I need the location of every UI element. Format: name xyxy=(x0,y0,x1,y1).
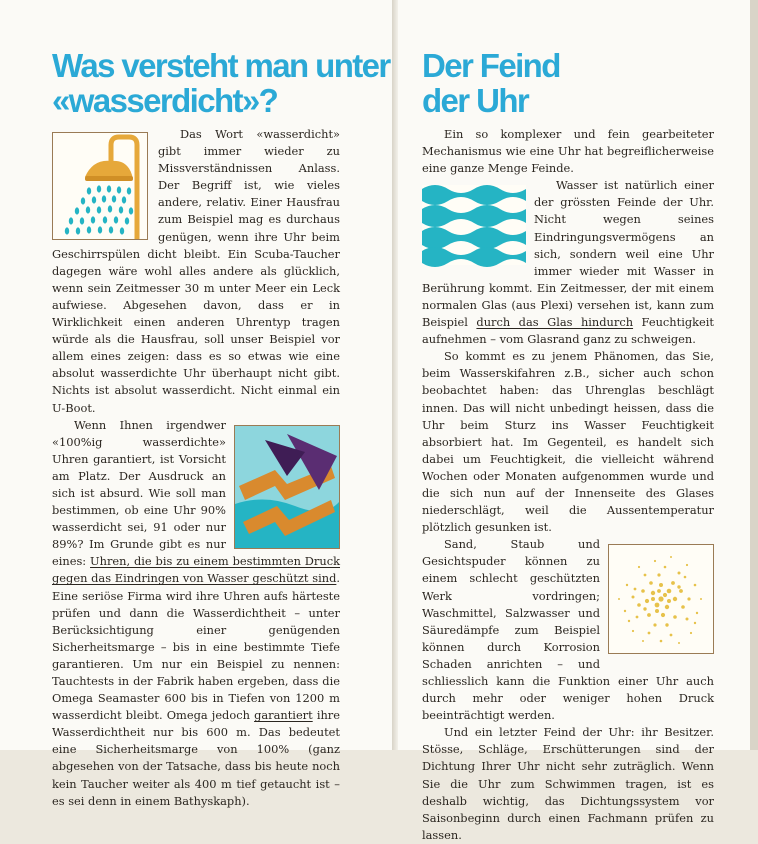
title-line: Der Feind xyxy=(422,47,560,84)
shower-icon xyxy=(53,133,147,239)
right-page xyxy=(398,0,750,842)
paragraph: So kommt es zu jenem Phänomen, das Sie, beim Wasserskifahren z.B., sicher auch schon beobachtet haben: das Uhrenglas beschlägt innen. Das will nicht unbedingt heissen, dass die Uhr beim Sturz ins Wasser Feuchtigkeit absorbiert hat. Im Gegenteil, es handelt sich dabei um Feuchtigkeit, die vielleicht während Wochen oder Monaten aufgenommen wurde und die sich nun auf der Innenseite des Glases niederschlägt, weil die Aussentemperatur plötzlich gesunken ist. xyxy=(422,349,714,535)
paragraph: Und ein letzter Feind der Uhr: ihr Besitzer. Stösse, Schläge, Erschütterungen sind der Dichtung Ihrer Uhr nicht sehr zuträglich. Wenn Sie die Uhr zum Schwimmen tragen, ist es deshalb wichtig, das Dichtungssystem vor Saisonbeginn durch einen Fachmann prüfen zu lassen. xyxy=(422,725,714,842)
article-body xyxy=(52,126,340,810)
diver-fins-icon xyxy=(235,426,339,548)
waves-icon xyxy=(422,185,526,265)
page-edge xyxy=(750,0,758,750)
paragraph: Das Wort «wasserdicht» gibt immer wieder zu Missverständnissen Anlass. Der Begriff ist, wie vieles andere, relativ. Einer Hausfrau zum Beispiel mag es durchaus genügen, wenn ihre Uhr beim Geschirrspülen dicht bleibt. Ein Scuba-Taucher dagegen wäre wohl alles andere als glücklich, wenn sein Zeitmesser 30 m unter Meer ein Leck aufwiese. Abgesehen davon, dass er in Wirklichkeit einen anderen Uhrentyp tragen würde als die Hausfrau, soll unser Beispiel vor allem eines zeigen: dass es so etwas wie eine absolut wasserdichte Uhr überhaupt nicht gibt. Nichts ist absolut wasserdicht. Nicht einmal ein U-Boot. xyxy=(52,127,340,415)
shower-illustration xyxy=(52,132,148,240)
underlined-text: durch das Glas hindurch xyxy=(476,315,634,330)
page-title xyxy=(52,48,390,118)
left-page xyxy=(0,0,392,808)
article-body xyxy=(422,126,714,844)
title-line: der Uhr xyxy=(422,82,529,119)
text-run: Wenn Ihnen irgendwer «100%ig wasserdichte» Uhren garantiert, ist Vorsicht am Platz. Der Ausdruck an sich ist absurd. Wie soll man bestimmen, ob eine Uhr 90% wasserdicht sei, 91 oder nur 89%? Im Grunde gibt es nur eines: xyxy=(52,417,226,569)
title-line: Was versteht man unter xyxy=(52,47,390,84)
paragraph: Ein so komplexer und fein gearbeiteter Mechanismus wie eine Uhr hat begreiflicherweise eine ganze Menge Feinde. xyxy=(422,127,714,176)
underlined-text: garantiert xyxy=(254,708,313,723)
dust-illustration xyxy=(608,544,714,654)
page-title xyxy=(422,48,560,118)
dust-particles-icon xyxy=(609,545,713,653)
text-run: ihre Wasserdichtheit nur bis 600 m. Das bedeutet eine Sicherheitsmarge von 100% (ganz abgesehen von der Tatsache, dass bis heute noch kein Taucher weiter als 400 m tief getaucht ist – es sei denn in einem Bathyskaph). xyxy=(52,708,340,808)
text-run: Wasser ist natürlich einer der grössten Feinde der Uhr. Nicht wegen seines Eindringungsvermögens an sich, sondern weil eine Uhr immer wieder mit Wasser in Berührung kommt. Ein Zeitmesser, der mit einem normalen Glas (aus Plexi) versehen ist, kann zum Beispiel xyxy=(422,178,714,330)
waves-illustration xyxy=(422,185,526,265)
title-line: «wasserdicht»? xyxy=(52,82,278,119)
paragraph: Sand, Staub und Gesichtspuder können zu einem schlecht geschützten Werk vordringen; Waschmittel, Salzwasser und Säuredämpfe zum Beispiel können durch Korrosion Schaden anrichten – und schliesslich kann die Funktion einer Uhr auch durch mehr oder weniger hohen Druck beeinträchtigt werden. xyxy=(422,537,714,723)
diver-illustration xyxy=(234,425,340,549)
text-run: Feuchtigkeit aufnehmen – vom Glasrand ganz zu schweigen. xyxy=(422,315,714,347)
underlined-text: Uhren, die bis zu einem bestimmten Druck gegen das Eindringen von Wasser geschützt sind xyxy=(52,554,340,586)
text-run: . Eine seriöse Firma wird ihre Uhren aufs härteste prüfen und dann die Wasserdichtheit – unter Berücksichtigung einer genügenden Sicherheitsmarge – bis in eine bestimmte Tiefe garantieren. Um nur ein Beispiel zu nennen: Tauchtests in der Fabrik haben ergeben, dass die Omega Seamaster 600 bis in Tiefen von 1200 m wasserdicht bleibt. Omega jedoch xyxy=(52,571,340,723)
